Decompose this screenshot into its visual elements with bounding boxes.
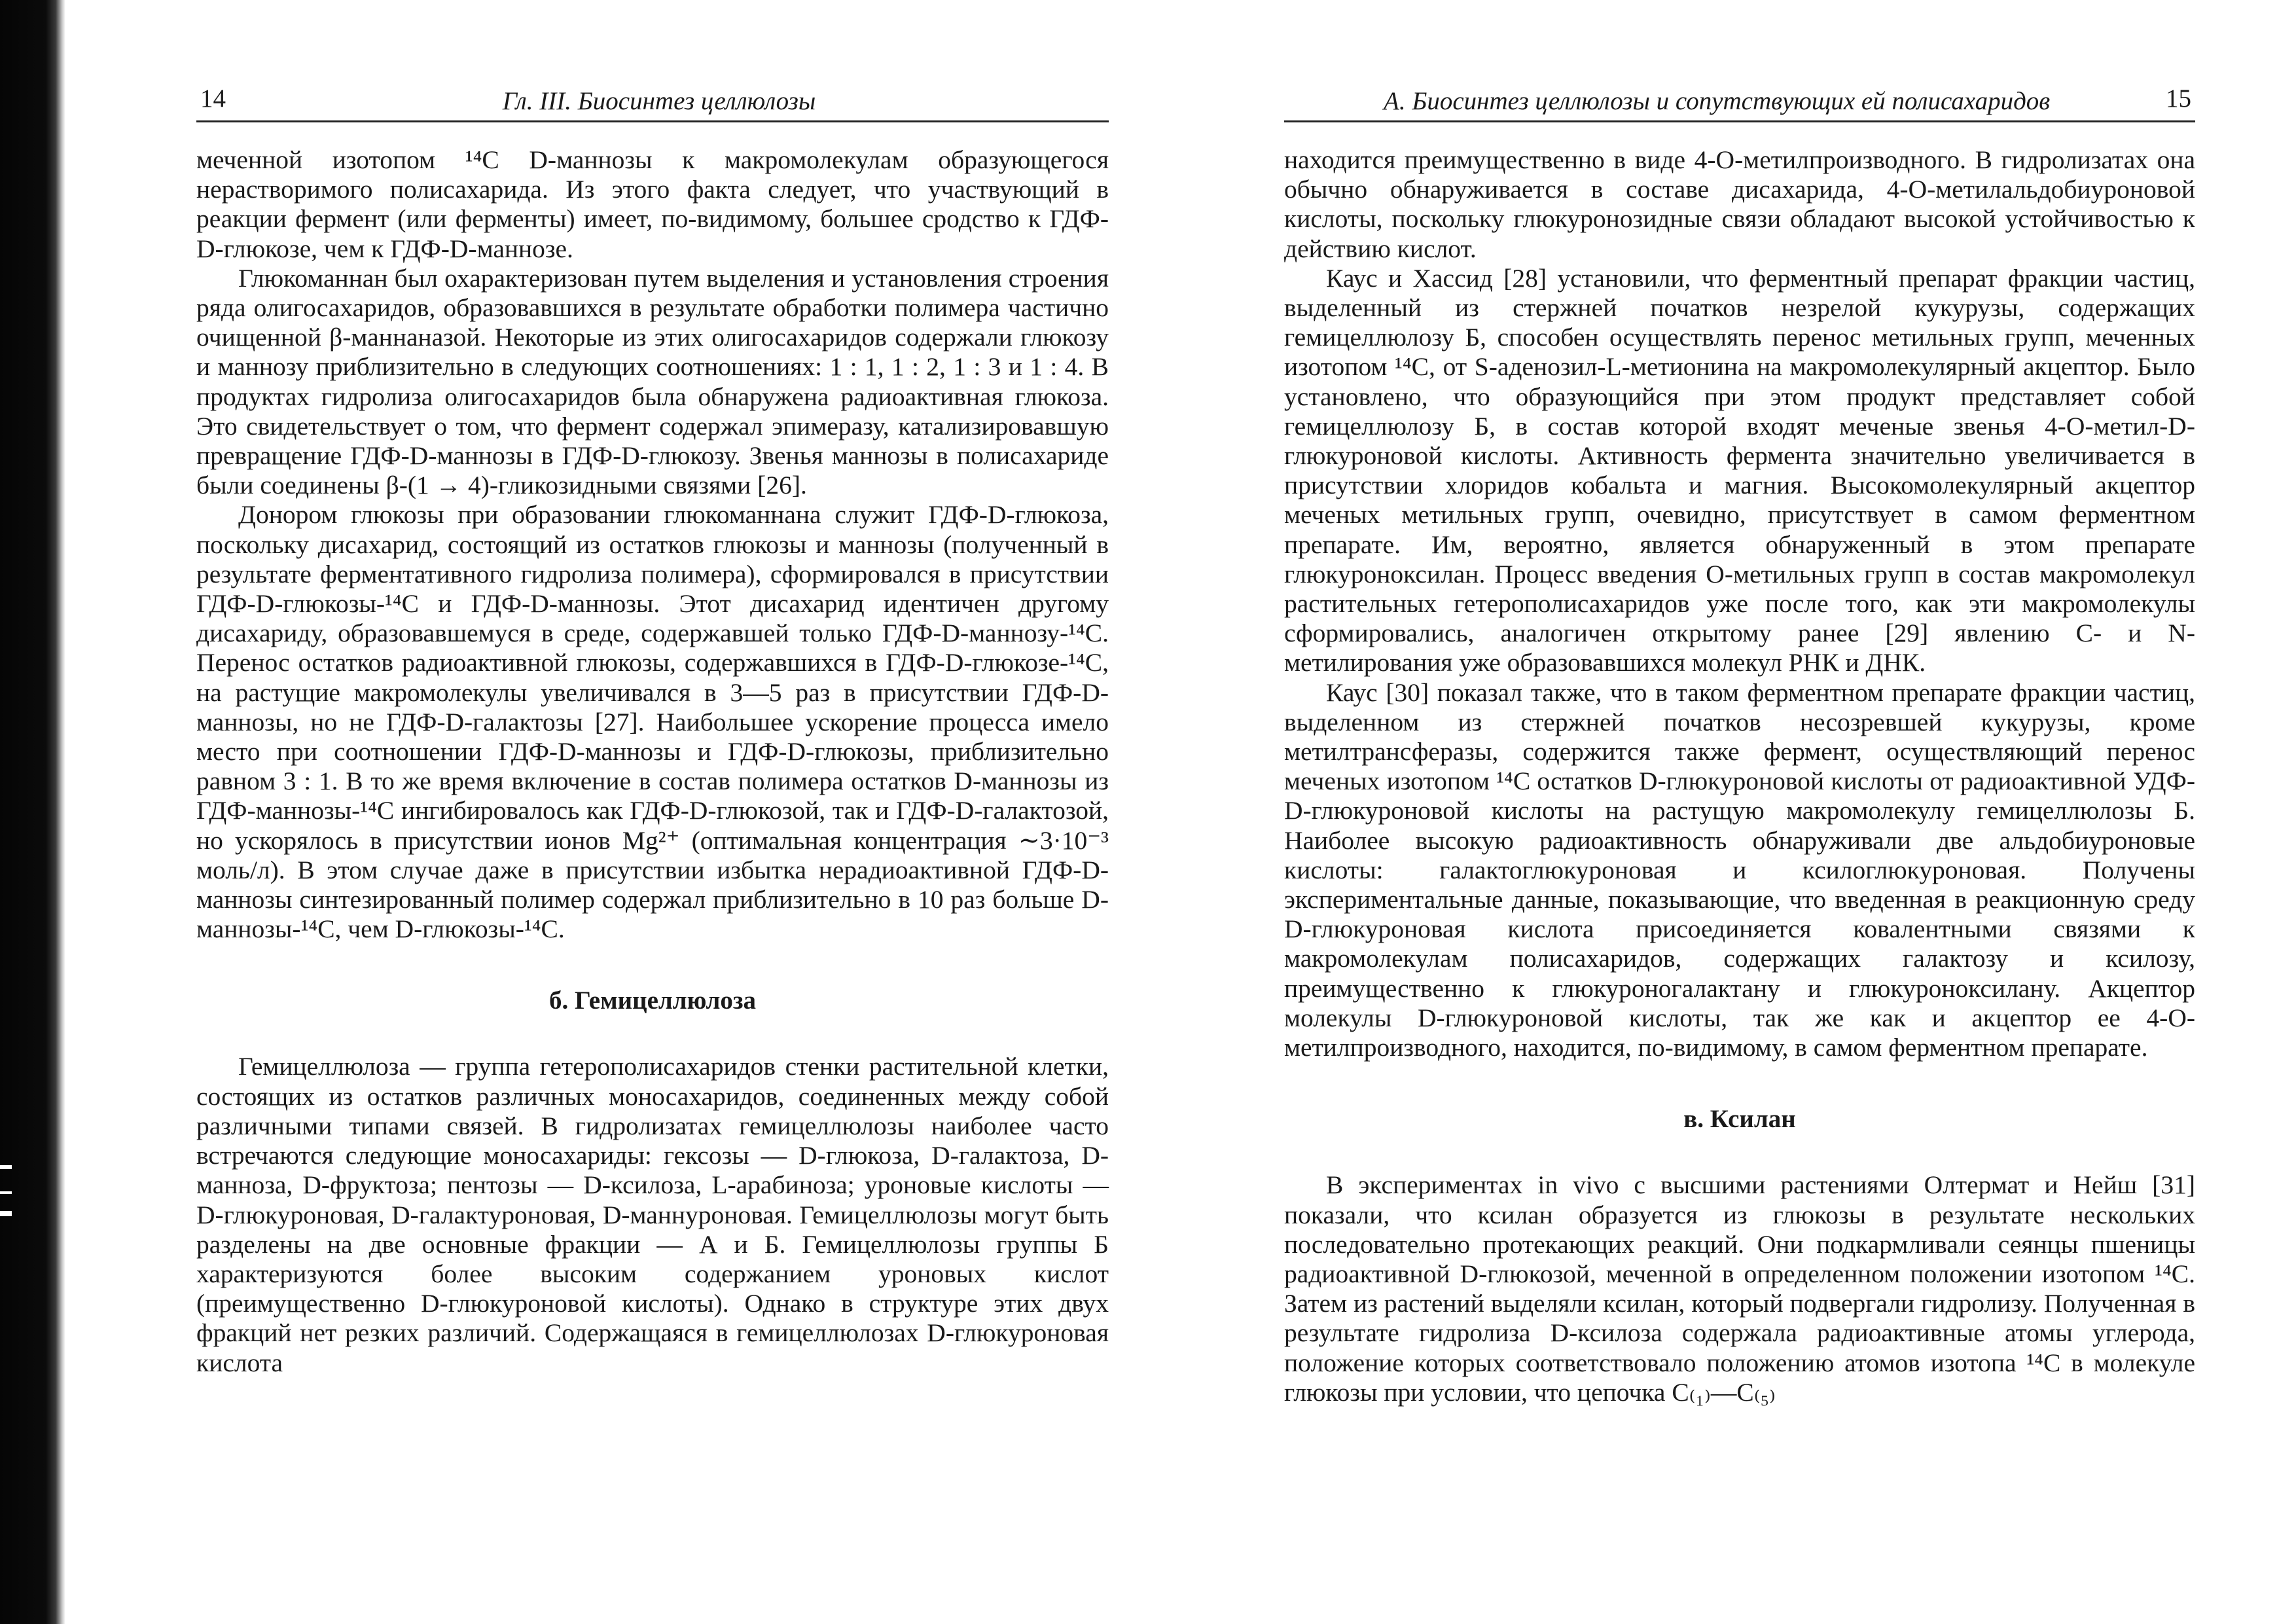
paragraph: Глюкоманнан был охарактеризован путем выделения и установления строения ряда олигосахаридов, образовавшихся в результате обработки полимера частично очищенной β-маннаназой. Некоторые из этих олигосахаридов содержали глюкозу и маннозу приблизительно в следующих соотношениях: 1 : 1, 1 : 2, 1 : 3 и 1 : 4. В продуктах гидролиза олигосахаридов была обнаружена радиоактивная глюкоза. Это свидетельствует о том, что фермент содержал эпимеразу, катализировавшую превращение ГДФ-D-маннозы в ГДФ-D-глюкозу. Звенья маннозы в полисахариде были соединены β-(1 → 4)-гликозидными связями [26]. — [196, 263, 1109, 500]
section-heading: б. Гемицеллюлоза — [548, 986, 757, 1015]
left-page-number: 14 — [200, 84, 226, 113]
right-running-head — [1284, 81, 2195, 122]
left-page-body — [196, 145, 1109, 1378]
paragraph: Донором глюкозы при образовании глюкоманнана служит ГДФ-D-глюкоза, поскольку дисахарид, состоящий из остатков глюкозы и маннозы (полученный в результате ферментативного гидролиза полимера), сформировался в присутствии ГДФ-D-глюкозы-¹⁴C и ГДФ-D-маннозы. Этот дисахарид идентичен другому дисахариду, образовавшемуся в среде, содержавшей только ГДФ-D-маннозу-¹⁴C. Перенос остатков радиоактивной глюкозы, содержавшихся в ГДФ-D-глюкозе-¹⁴C, на растущие макромолекулы увеличивался в 3—5 раз в присутствии ГДФ-D-маннозы, но не ГДФ-D-галактозы [27]. Наибольшее ускорение процесса имело место при соотношении ГДФ-D-маннозы и ГДФ-D-глюкозы, приблизительно равном 3 : 1. В то же время включение в состав полимера остатков D-маннозы из ГДФ-маннозы-¹⁴C ингибировалось как ГДФ-D-глюкозой, так и ГДФ-D-галактозой, но ускорялось в присутствии ионов Mg²⁺ (оптимальная концентрация ∼3·10⁻³ моль/л). В этом случае даже в присутствии избытка нерадиоактивной ГДФ-D-маннозы синтезированный полимер содержал приблизительно в 10 раз больше D-маннозы-¹⁴C, чем D-глюкозы-¹⁴C. — [196, 500, 1109, 944]
scan-dark-edge — [0, 0, 65, 1624]
right-running-title: А. Биосинтез целлюлозы и сопутствующих ей полисахаридов — [1384, 87, 2051, 115]
paragraph: находится преимущественно в виде 4-O-метилпроизводного. В гидролизатах она обычно обнаруживается в составе дисахарида, 4-O-метилальдобиуроновой кислоты, поскольку глюкуронозидные связи обладают высокой устойчивостью к действию кислот. — [1284, 145, 2195, 263]
right-page-number: 15 — [2166, 84, 2191, 113]
right-page — [1284, 0, 2195, 1624]
paragraph: Гемицеллюлоза — группа гетерополисахаридов стенки растительной клетки, состоящих из остатков различных моносахаридов, соединенных между собой различными типами связей. В гидролизатах гемицеллюлозы наиболее часто встречаются следующие моносахариды: гексозы — D-глюкоза, D-галактоза, D-манноза, D-фруктоза; пентозы — D-ксилоза, L-арабиноза; уроновые кислоты — D-глюкуроновая, D-галактуроновая, D-маннуроновая. Гемицеллюлозы могут быть разделены на две основные фракции — А и Б. Гемицеллюлозы группы Б характеризуются более высоким содержанием уроновых кислот (преимущественно D-глюкуроновой кислоты). Однако в структуре этих двух фракций нет резких различий. Содержащаяся в гемицеллюлозах D-глюкуроновая кислота — [196, 1052, 1109, 1377]
left-page — [196, 0, 1109, 1624]
left-running-title: Гл. III. Биосинтез целлюлозы — [502, 87, 816, 115]
right-page-body — [1284, 145, 2195, 1407]
paragraph: Каус [30] показал также, что в таком ферментном препарате фракции частиц, выделенном из стержней початков несозревшей кукурузы, кроме метилтрансферазы, содержится также фермент, осуществляющий перенос меченых изотопом ¹⁴C остатков D-глюкуроновой кислоты от радиоактивной УДФ-D-глюкуроновой кислоты на растущую макромолекулу гемицеллюлозы Б. Наиболее высокую радиоактивность обнаруживали две альдобиуроновые кислоты: галактоглюкуроновая и ксилоглюкуроновая. Получены экспериментальные данные, показывающие, что введенная в реакционную среду D-глюкуроновая кислота присоединяется ковалентными связями к макромолекулам полисахаридов, содержащих галактозу и ксилозу, преимущественно к глюкуроногалактану и глюкуроноксилану. Акцептор молекулы D-глюкуроновой кислоты, так же как и акцептор ее 4-O-метилпроизводного, находится, по-видимому, в самом ферментном препарате. — [1284, 677, 2195, 1062]
left-running-head — [196, 81, 1109, 122]
paragraph: Каус и Хассид [28] установили, что ферментный препарат фракции частиц, выделенный из стержней початков незрелой кукурузы, содержащих гемицеллюлозу Б, способен осуществлять перенос метильных групп, меченных изотопом ¹⁴C, от S-аденозил-L-метионина на макромолекулярный акцептор. Было установлено, что образующийся при этом продукт представляет собой гемицеллюлозу Б, в состав которой входят меченые звенья 4-O-метил-D-глюкуроновой кислоты. Активность фермента значительно увеличивается в присутствии хлоридов кобальта и магния. Высокомолекулярный акцептор меченых метильных групп, очевидно, присутствует в самом ферментном препарате. Им, вероятно, является обнаруженный в этом препарате глюкуроноксилан. Процесс введения O-метильных групп в состав макромолекул растительных гетерополисахаридов уже после того, как эти макромолекулы сформировались, аналогичен открытому ранее [29] явлению C- и N-метилирования уже образовавшихся молекул РНК и ДНК. — [1284, 263, 2195, 677]
section-heading: в. Ксилан — [1683, 1105, 1796, 1134]
paragraph: В экспериментах in vivo с высшими растениями Олтермат и Нейш [31] показали, что ксилан образуется из глюкозы в результате нескольких последовательно протекающих реакций. Они подкармливали сеянцы пшеницы радиоактивной D-глюкозой, меченной в определенном положении изотопом ¹⁴C. Затем из растений выделяли ксилан, который подвергали гидролизу. Полученная в результате гидролиза D-ксилоза содержала радиоактивные атомы углерода, положение которых соответствовало положению атомов изотопа ¹⁴C в молекуле глюкозы при условии, что цепочка C₍₁₎—C₍₅₎ — [1284, 1170, 2195, 1407]
paragraph: меченной изотопом ¹⁴C D-маннозы к макромолекулам образующегося нерастворимого полисахарида. Из этого факта следует, что участвующий в реакции фермент (или ферменты) имеет, по-видимому, большее сродство к ГДФ-D-глюкозе, чем к ГДФ-D-маннозе. — [196, 145, 1109, 263]
